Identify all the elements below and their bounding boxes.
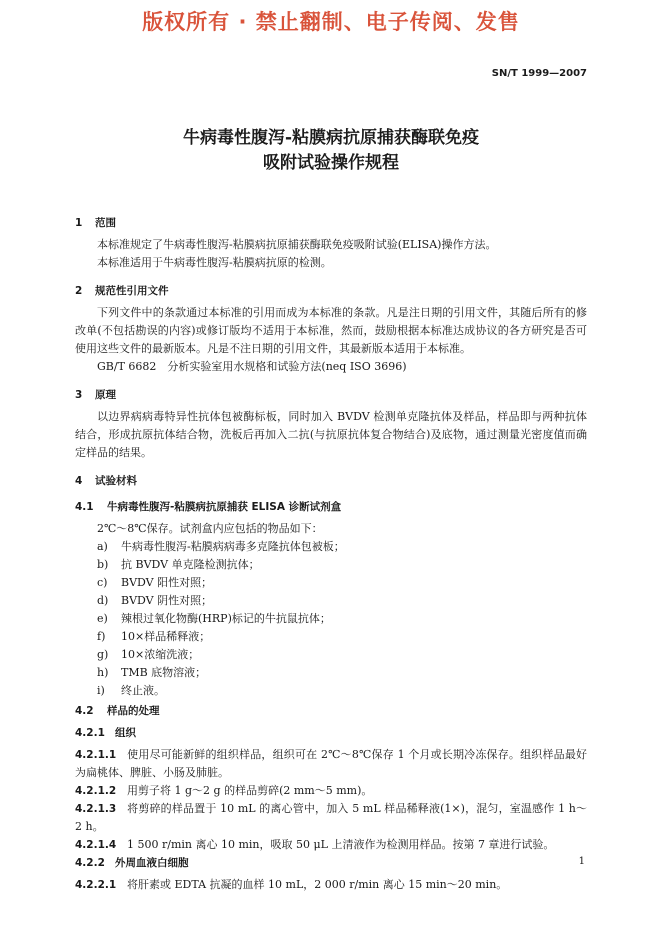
section-3-paragraph-1: 以边界病病毒特异性抗体包被酶标板，同时加入 BVDV 检测单克隆抗体及样品，样品即与两种抗体结合，形成抗原抗体结合物，洗板后再加入二抗(与抗原抗体复合物结合)及底物，通过测量光密度值而确定样品的结果。 (75, 410, 587, 459)
clause-number: 4.2.1.3 (75, 803, 117, 815)
section-4-2-2-heading (75, 854, 587, 872)
section-number: 4.1 (75, 501, 94, 513)
clause-number: 4.2.1.2 (75, 785, 117, 797)
list-item-label: e) (97, 612, 108, 625)
section-number: 3 (75, 389, 83, 401)
section-title: 试验材料 (95, 475, 137, 487)
clause-4-2-1-3 (75, 800, 587, 836)
document-title (0, 126, 662, 176)
title-line-1: 牛病毒性腹泻-粘膜病抗原捕获酶联免疫 (182, 128, 480, 148)
list-item-text: 10×浓缩洗液； (121, 648, 200, 661)
list-item (75, 592, 587, 610)
list-item-label: b) (97, 558, 109, 571)
list-item-text: BVDV 阴性对照； (121, 594, 213, 607)
list-item (75, 646, 587, 664)
standard-code: SN/T 1999—2007 (491, 68, 587, 79)
kit-storage-intro: 2℃～8℃保存。试剂盒内应包括的物品如下： (97, 522, 323, 535)
section-4-1-heading (75, 498, 587, 516)
clause-text: 将剪碎的样品置于 10 mL 的离心管中，加入 5 mL 样品稀释液(1×)，混匀，室温感作 1 h～2 h。 (75, 802, 587, 833)
list-item-label: d) (97, 594, 109, 607)
list-item-label: f) (97, 630, 106, 643)
title-line-2: 吸附试验操作规程 (263, 153, 399, 173)
page-number: 1 (578, 856, 585, 867)
list-item-text: 辣根过氧化物酶(HRP)标记的牛抗鼠抗体； (121, 612, 331, 625)
list-item (75, 574, 587, 592)
clause-4-2-1-4 (75, 836, 587, 854)
clause-number: 4.2.1.4 (75, 839, 117, 851)
section-3-heading (75, 386, 587, 404)
section-title: 外周血液白细胞 (115, 857, 189, 869)
section-4-2-1-heading (75, 724, 587, 742)
list-item-text: BVDV 阳性对照； (121, 576, 213, 589)
clause-text: 用剪子将 1 g～2 g 的样品剪碎(2 mm～5 mm)。 (127, 784, 373, 797)
clause-number: 4.2.1.1 (75, 749, 117, 761)
list-item-label: i) (97, 684, 105, 697)
section-4-2-heading (75, 702, 587, 720)
section-title: 规范性引用文件 (95, 285, 169, 297)
list-item-label: c) (97, 576, 108, 589)
list-item-text: TMB 底物溶液； (121, 666, 207, 679)
section-number: 4.2.2 (75, 857, 105, 869)
section-4-heading (75, 472, 587, 490)
section-number: 4 (75, 475, 83, 487)
clause-4-2-1-2 (75, 782, 587, 800)
section-2-heading (75, 282, 587, 300)
clause-4-2-1-1 (75, 746, 587, 782)
section-title: 牛病毒性腹泻-粘膜病抗原捕获 ELISA 诊断试剂盒 (107, 501, 342, 513)
list-item-text: 终止液。 (121, 684, 165, 697)
section-title: 范围 (95, 217, 116, 229)
clause-4-2-2-1 (75, 876, 587, 894)
kit-items-list (75, 538, 587, 700)
section-1-paragraph-2: 本标准适用于牛病毒性腹泻-粘膜病抗原的检测。 (97, 256, 332, 269)
clause-text: 1 500 r/min 离心 10 min，吸取 50 μL 上清液作为检测用样品。按第 7 章进行试验。 (127, 838, 555, 851)
document-body (75, 206, 587, 894)
list-item-text: 抗 BVDV 单克隆检测抗体； (121, 558, 260, 571)
normative-reference: GB/T 6682 分析实验室用水规格和试验方法(neq ISO 3696) (97, 360, 407, 373)
list-item-label: h) (97, 666, 109, 679)
list-item (75, 682, 587, 700)
section-1-paragraph-1: 本标准规定了牛病毒性腹泻-粘膜病抗原捕获酶联免疫吸附试验(ELISA)操作方法。 (97, 238, 497, 251)
section-title: 样品的处理 (107, 705, 160, 717)
list-item (75, 610, 587, 628)
clause-text: 将肝素或 EDTA 抗凝的血样 10 mL，2 000 r/min 离心 15 min～20 min。 (127, 878, 508, 891)
list-item (75, 628, 587, 646)
section-2-paragraph-1: 下列文件中的条款通过本标准的引用而成为本标准的条款。凡是注日期的引用文件，其随后所有的修改单(不包括勘误的内容)或修订版均不适用于本标准，然而，鼓励根据本标准达成协议的各方研究是否可使用这些文件的最新版本。凡是不注日期的引用文件，其最新版本适用于本标准。 (75, 306, 587, 355)
list-item-text: 10×样品稀释液； (121, 630, 211, 643)
section-number: 4.2.1 (75, 727, 105, 739)
list-item-label: a) (97, 540, 108, 553)
section-title: 原理 (95, 389, 116, 401)
list-item (75, 538, 587, 556)
list-item (75, 664, 587, 682)
clause-text: 使用尽可能新鲜的组织样品，组织可在 2℃～8℃保存 1 个月或长期冷冻保存。组织样品最好为扁桃体、脾脏、小肠及肺脏。 (75, 748, 587, 779)
list-item-label: g) (97, 648, 109, 661)
list-item (75, 556, 587, 574)
list-item-text: 牛病毒性腹泻-粘膜病病毒多克隆抗体包被板； (121, 540, 345, 553)
section-number: 2 (75, 285, 83, 297)
clause-number: 4.2.2.1 (75, 879, 117, 891)
watermark: 版权所有 · 禁止翻制、电子传阅、发售 (142, 10, 520, 34)
section-title: 组织 (115, 727, 136, 739)
section-number: 4.2 (75, 705, 94, 717)
section-1-heading (75, 214, 587, 232)
section-number: 1 (75, 217, 83, 229)
